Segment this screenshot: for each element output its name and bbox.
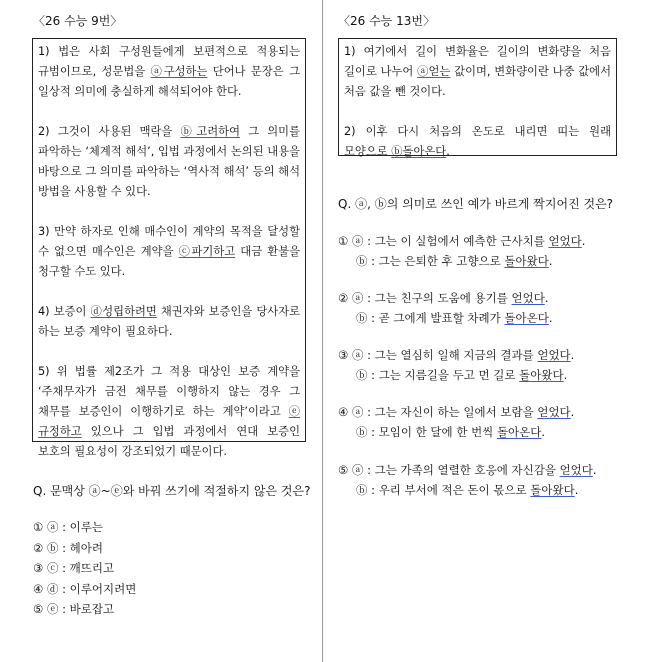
passage-text: 1) 여기에서 길이 변화율은 길이의 변화량을 처음 길이로 나누어 — [344, 45, 611, 78]
right-option-1[interactable]: ① ⓐ : 그는 이 실험에서 예측한 근사치를 얻었다. ⓑ : 그는 은퇴한 후 고향으로 돌아왔다. — [338, 234, 586, 268]
right-passage-box — [338, 38, 617, 156]
option-a-underlined: 얻었다 — [511, 291, 545, 305]
underlined-term-c: ⓒ파기하고 — [178, 245, 236, 258]
passage-text: . — [446, 145, 450, 158]
option-b-underlined: 돌아왔다 — [530, 483, 575, 497]
passage-text: 채권자와 보증인을 당사자로 하는 보증 계약이 필요하다. — [38, 305, 300, 338]
option-a-text: ② ⓐ : 그는 친구의 도움에 용기를 — [338, 291, 512, 305]
right-passage-para-1 — [344, 42, 611, 102]
option-b-underlined: 돌아온다 — [504, 311, 549, 325]
passage-text: 2) 그것이 사용된 맥락을 — [38, 125, 181, 138]
left-passage-para-4 — [38, 302, 300, 342]
option-a-underlined: 얻었다 — [537, 405, 571, 419]
option-b-text: ⓑ : 우리 부서에 적은 돈이 몫으로 — [356, 483, 531, 497]
option-b-text: ⓑ : 그는 지름길을 두고 먼 길로 — [356, 368, 520, 382]
left-option-1[interactable]: ① ⓐ : 이루는 — [33, 520, 103, 534]
underlined-term-d: ⓓ성립하려면 — [90, 305, 157, 318]
underlined-term-b: ⓑ고려하여 — [180, 125, 241, 138]
passage-text: 값이며, 변화량이란 나중 값에서 처음 값을 뺀 것이다. — [344, 65, 611, 98]
left-passage-para-2 — [38, 122, 300, 202]
passage-text: 2) 이후 다시 처음의 온도로 내리면 띠는 원래 모양으로 — [344, 125, 611, 158]
left-passage-para-3 — [38, 222, 300, 282]
option-b-underlined: 돌아왔다 — [519, 368, 564, 382]
passage-text: 그 의미를 파악하는 ‘체계적 해석’, 입법 과정에서 논의된 내용을 바탕으로 그 의미를 파악하는 ‘역사적 해석’ 등의 해석 방법을 사용할 수 있다. — [38, 125, 300, 198]
left-options-list — [33, 517, 136, 620]
right-passage-para-2 — [344, 122, 611, 162]
column-divider — [322, 0, 323, 662]
left-option-3[interactable]: ③ ⓒ : 깨뜨리고 — [33, 561, 115, 575]
option-a-text: ④ ⓐ : 그는 자신이 하는 일에서 보람을 — [338, 405, 538, 419]
right-option-4[interactable]: ④ ⓐ : 그는 자신이 하는 일에서 보람을 얻었다. ⓑ : 모임이 한 달에 한 번씩 돌아온다. — [338, 405, 575, 439]
underlined-term-a: ⓐ구성하는 — [150, 65, 208, 78]
left-source-label: 〈26 수능 9번〉 — [33, 14, 123, 28]
option-a-text: ③ ⓐ : 그는 열심히 일해 지금의 결과를 — [338, 348, 538, 362]
option-a-underlined: 얻었다 — [537, 348, 571, 362]
passage-text: 단어나 문장은 그 일상적 의미에 충실하게 해석되어야 한다. — [38, 65, 300, 98]
right-option-3[interactable]: ③ ⓐ : 그는 열심히 일해 지금의 결과를 얻었다. ⓑ : 그는 지름길을 두고 먼 길로 돌아왔다. — [338, 348, 575, 382]
option-a-text: ⑤ ⓐ : 그는 가족의 열렬한 호응에 자신감을 — [338, 463, 560, 477]
passage-text: 1) 법은 사회 구성원들에게 보편적으로 적용되는 규범이므로, 성문법을 — [38, 45, 300, 78]
underlined-term-a: ⓐ얻는 — [417, 65, 451, 78]
passage-text: 있으나 그 입법 과정에서 연대 보증인 보호의 필요성이 강조되었기 때문이다. — [38, 425, 300, 458]
option-a-underlined: 얻었다 — [548, 234, 582, 248]
option-b-text: ⓑ : 그는 은퇴한 후 고향으로 — [356, 254, 505, 268]
option-b-underlined: 돌아왔다 — [504, 254, 549, 268]
option-a-underlined: 얻었다 — [559, 463, 593, 477]
option-a-text: ① ⓐ : 그는 이 실험에서 예측한 근사치를 — [338, 234, 549, 248]
left-passage-para-1 — [38, 42, 300, 102]
left-passage-para-5 — [38, 362, 300, 462]
option-b-text: ⓑ : 모임이 한 달에 한 번씩 — [356, 425, 497, 439]
passage-text: 4) 보증이 — [38, 305, 91, 318]
right-option-2[interactable]: ② ⓐ : 그는 친구의 도움에 용기를 얻었다. ⓑ : 곧 그에게 발표할 차례가 돌아온다. — [338, 291, 553, 325]
left-question: Q. 문맥상 ⓐ~ⓔ와 바꿔 쓰기에 적절하지 않은 것은? — [33, 484, 311, 498]
right-question: Q. ⓐ, ⓑ의 의미로 쓰인 예가 바르게 짝지어진 것은? — [338, 197, 614, 211]
passage-text: 5) 위 법률 제2조가 그 적용 대상인 보증 계약을 ‘주채무자가 금전 채무를 이행하지 않는 경우 그 채무를 보증인이 이행하기로 하는 계약’이라고 — [38, 365, 300, 418]
option-b-text: ⓑ : 곧 그에게 발표할 차례가 — [356, 311, 505, 325]
option-b-underlined: 돌아온다 — [496, 425, 542, 439]
left-option-5[interactable]: ⑤ ⓔ : 바로잡고 — [33, 602, 115, 616]
passage-text: 대금 환불을 청구할 수도 있다. — [38, 245, 301, 278]
left-option-4[interactable]: ④ ⓓ : 이루어지려면 — [33, 581, 137, 596]
left-passage-box — [32, 38, 306, 458]
left-option-2[interactable]: ② ⓑ : 헤아려 — [33, 540, 103, 555]
passage-text: 3) 만약 하자로 인해 매수인이 계약의 목적을 달성할 수 없으면 매수인은 계약을 — [38, 225, 300, 258]
underlined-term-e: ⓔ규정하고 — [38, 405, 300, 438]
underlined-term-b: ⓑ돌아온다 — [391, 145, 447, 158]
right-option-5[interactable]: ⑤ ⓐ : 그는 가족의 열렬한 호응에 자신감을 얻었다. ⓑ : 우리 부서에 적은 돈이 몫으로 돌아왔다. — [338, 463, 597, 497]
right-source-label: 〈26 수능 13번〉 — [338, 14, 435, 28]
